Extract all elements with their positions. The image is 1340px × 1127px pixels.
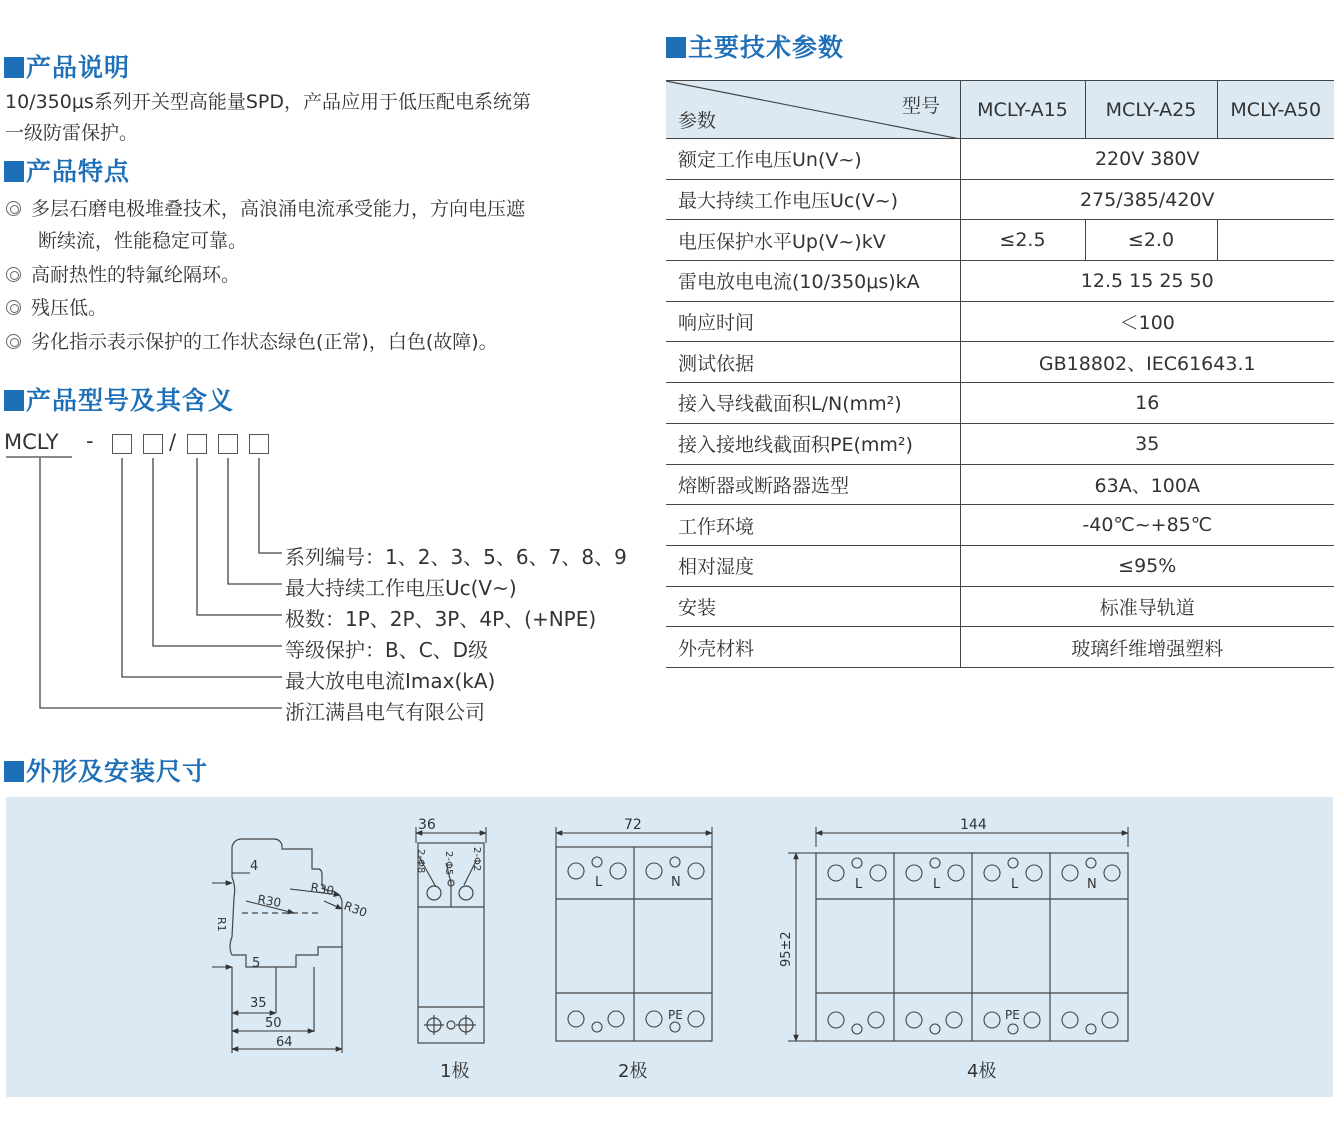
side-dim-r30-b: R30 — [309, 880, 336, 899]
legend-grade: 等级保护：B、C、D级 — [285, 638, 489, 662]
features-heading: 产品特点 — [4, 152, 130, 188]
feature-item: 残压低。 — [6, 292, 107, 325]
four-pole-term: L — [855, 877, 863, 892]
four-pole-height: 95±2 — [779, 931, 794, 967]
tech-params-heading: 主要技术参数 — [666, 28, 844, 64]
four-pole-term: L — [1011, 877, 1019, 892]
one-pole-width: 36 — [418, 817, 436, 833]
four-pole-term: N — [1087, 877, 1097, 892]
table-row: 额定工作电压Un(V~) 220V 380V — [666, 139, 1334, 180]
four-pole-pe: PE — [1005, 1008, 1020, 1022]
side-dim-r30-a: R30 — [256, 892, 283, 911]
four-pole-width: 144 — [960, 817, 987, 833]
model-dash: - — [86, 429, 94, 453]
model-slash: / — [169, 430, 177, 454]
legend-series: 系列编号：1、2、3、5、6、7、8、9 — [285, 545, 627, 569]
two-pole-caption: 2极 — [618, 1061, 648, 1082]
four-pole-term: L — [933, 877, 941, 892]
model-a50-header: MCLY-A50 — [1217, 81, 1334, 139]
dimension-drawing-panel — [6, 797, 1333, 1097]
two-pole-term-l: L — [595, 875, 603, 890]
table-row: 相对湿度 ≤95% — [666, 545, 1334, 586]
one-pole-hole-b: 2-Φ5 — [443, 851, 454, 876]
one-pole-view — [415, 817, 486, 1043]
table-header-row — [666, 81, 1334, 139]
feature-item-continued: 断续流，性能稳定可靠。 — [38, 230, 248, 252]
dimension-drawings — [6, 797, 1333, 1097]
param-model-diagonal-cell — [666, 81, 960, 139]
table-row: 安装 标准导轨道 — [666, 586, 1334, 627]
legend-imax: 最大放电电流Imax(kA) — [285, 669, 496, 693]
table-row: 接入导线截面积L/N(mm²) 16 — [666, 383, 1334, 424]
legend-poles: 极数：1P、2P、3P、4P、(+NPE) — [285, 607, 597, 631]
legend-voltage: 最大持续工作电压Uc(V~) — [285, 576, 517, 600]
two-pole-pe: PE — [668, 1008, 683, 1022]
model-a15-header: MCLY-A15 — [960, 81, 1085, 139]
table-row: 工作环境 -40℃~+85℃ — [666, 505, 1334, 546]
one-pole-caption: 1极 — [440, 1061, 470, 1082]
side-dim-64: 64 — [276, 1035, 293, 1050]
side-dim-r30-c: R30 — [341, 898, 369, 920]
table-row: 响应时间 ＜100 — [666, 301, 1334, 342]
table-row: 雷电放电电流(10/350μs)kA 12.5 15 25 50 — [666, 261, 1334, 302]
table-row: 接入接地线截面积PE(mm²) 35 — [666, 423, 1334, 464]
model-label: 型号 — [902, 95, 941, 117]
dimensions-heading: 外形及安装尺寸 — [4, 752, 208, 788]
two-pole-width: 72 — [624, 817, 642, 833]
table-row: 外壳材料 玻璃纤维增强塑料 — [666, 627, 1334, 668]
param-label: 参数 — [678, 110, 717, 132]
table-row: 测试依据 GB18802、IEC61643.1 — [666, 342, 1334, 383]
table-row: 电压保护水平Up(V~)kV ≤2.5 ≤2.0 — [666, 220, 1334, 261]
description-heading: 产品说明 — [4, 48, 130, 84]
heading-square-icon — [4, 761, 24, 782]
side-dim-5: 5 — [252, 956, 261, 971]
tech-params-table — [666, 80, 1334, 668]
side-dim-35: 35 — [250, 996, 267, 1011]
one-pole-hole-c: 2-Φ2 — [471, 847, 482, 872]
model-a25-header: MCLY-A25 — [1085, 81, 1217, 139]
two-pole-term-n: N — [671, 875, 681, 890]
one-pole-hole-a: 2-Φ8 — [415, 849, 426, 874]
side-dim-50: 50 — [265, 1016, 282, 1031]
heading-square-icon — [666, 37, 686, 58]
side-dim-4: 4 — [250, 859, 259, 874]
legend-company: 浙江满昌电气有限公司 — [285, 700, 485, 724]
two-pole-view — [556, 817, 712, 1041]
four-pole-view — [779, 817, 1128, 1041]
model-prefix: MCLY — [4, 430, 59, 454]
side-dim-r1: R1 — [215, 917, 228, 932]
table-row: 熔断器或断路器选型 63A、100A — [666, 464, 1334, 505]
table-row: 最大持续工作电压Uc(V~) 275/385/420V — [666, 179, 1334, 220]
side-profile-view — [230, 839, 342, 1053]
four-pole-caption: 4极 — [967, 1061, 997, 1082]
description-line-1: 10/350μs系列开关型高能量SPD，产品应用于低压配电系统第 — [5, 91, 531, 113]
feature-item: 劣化指示表示保护的工作状态绿色(正常)，白色(故障)。 — [6, 326, 498, 359]
model-code-heading: 产品型号及其含义 — [4, 381, 234, 417]
description-line-2: 一级防雷保护。 — [5, 122, 139, 144]
feature-item: 高耐热性的特氟纶隔环。 — [6, 259, 240, 292]
feature-item: 多层石磨电极堆叠技术，高浪涌电流承受能力，方向电压遮 — [6, 193, 525, 226]
